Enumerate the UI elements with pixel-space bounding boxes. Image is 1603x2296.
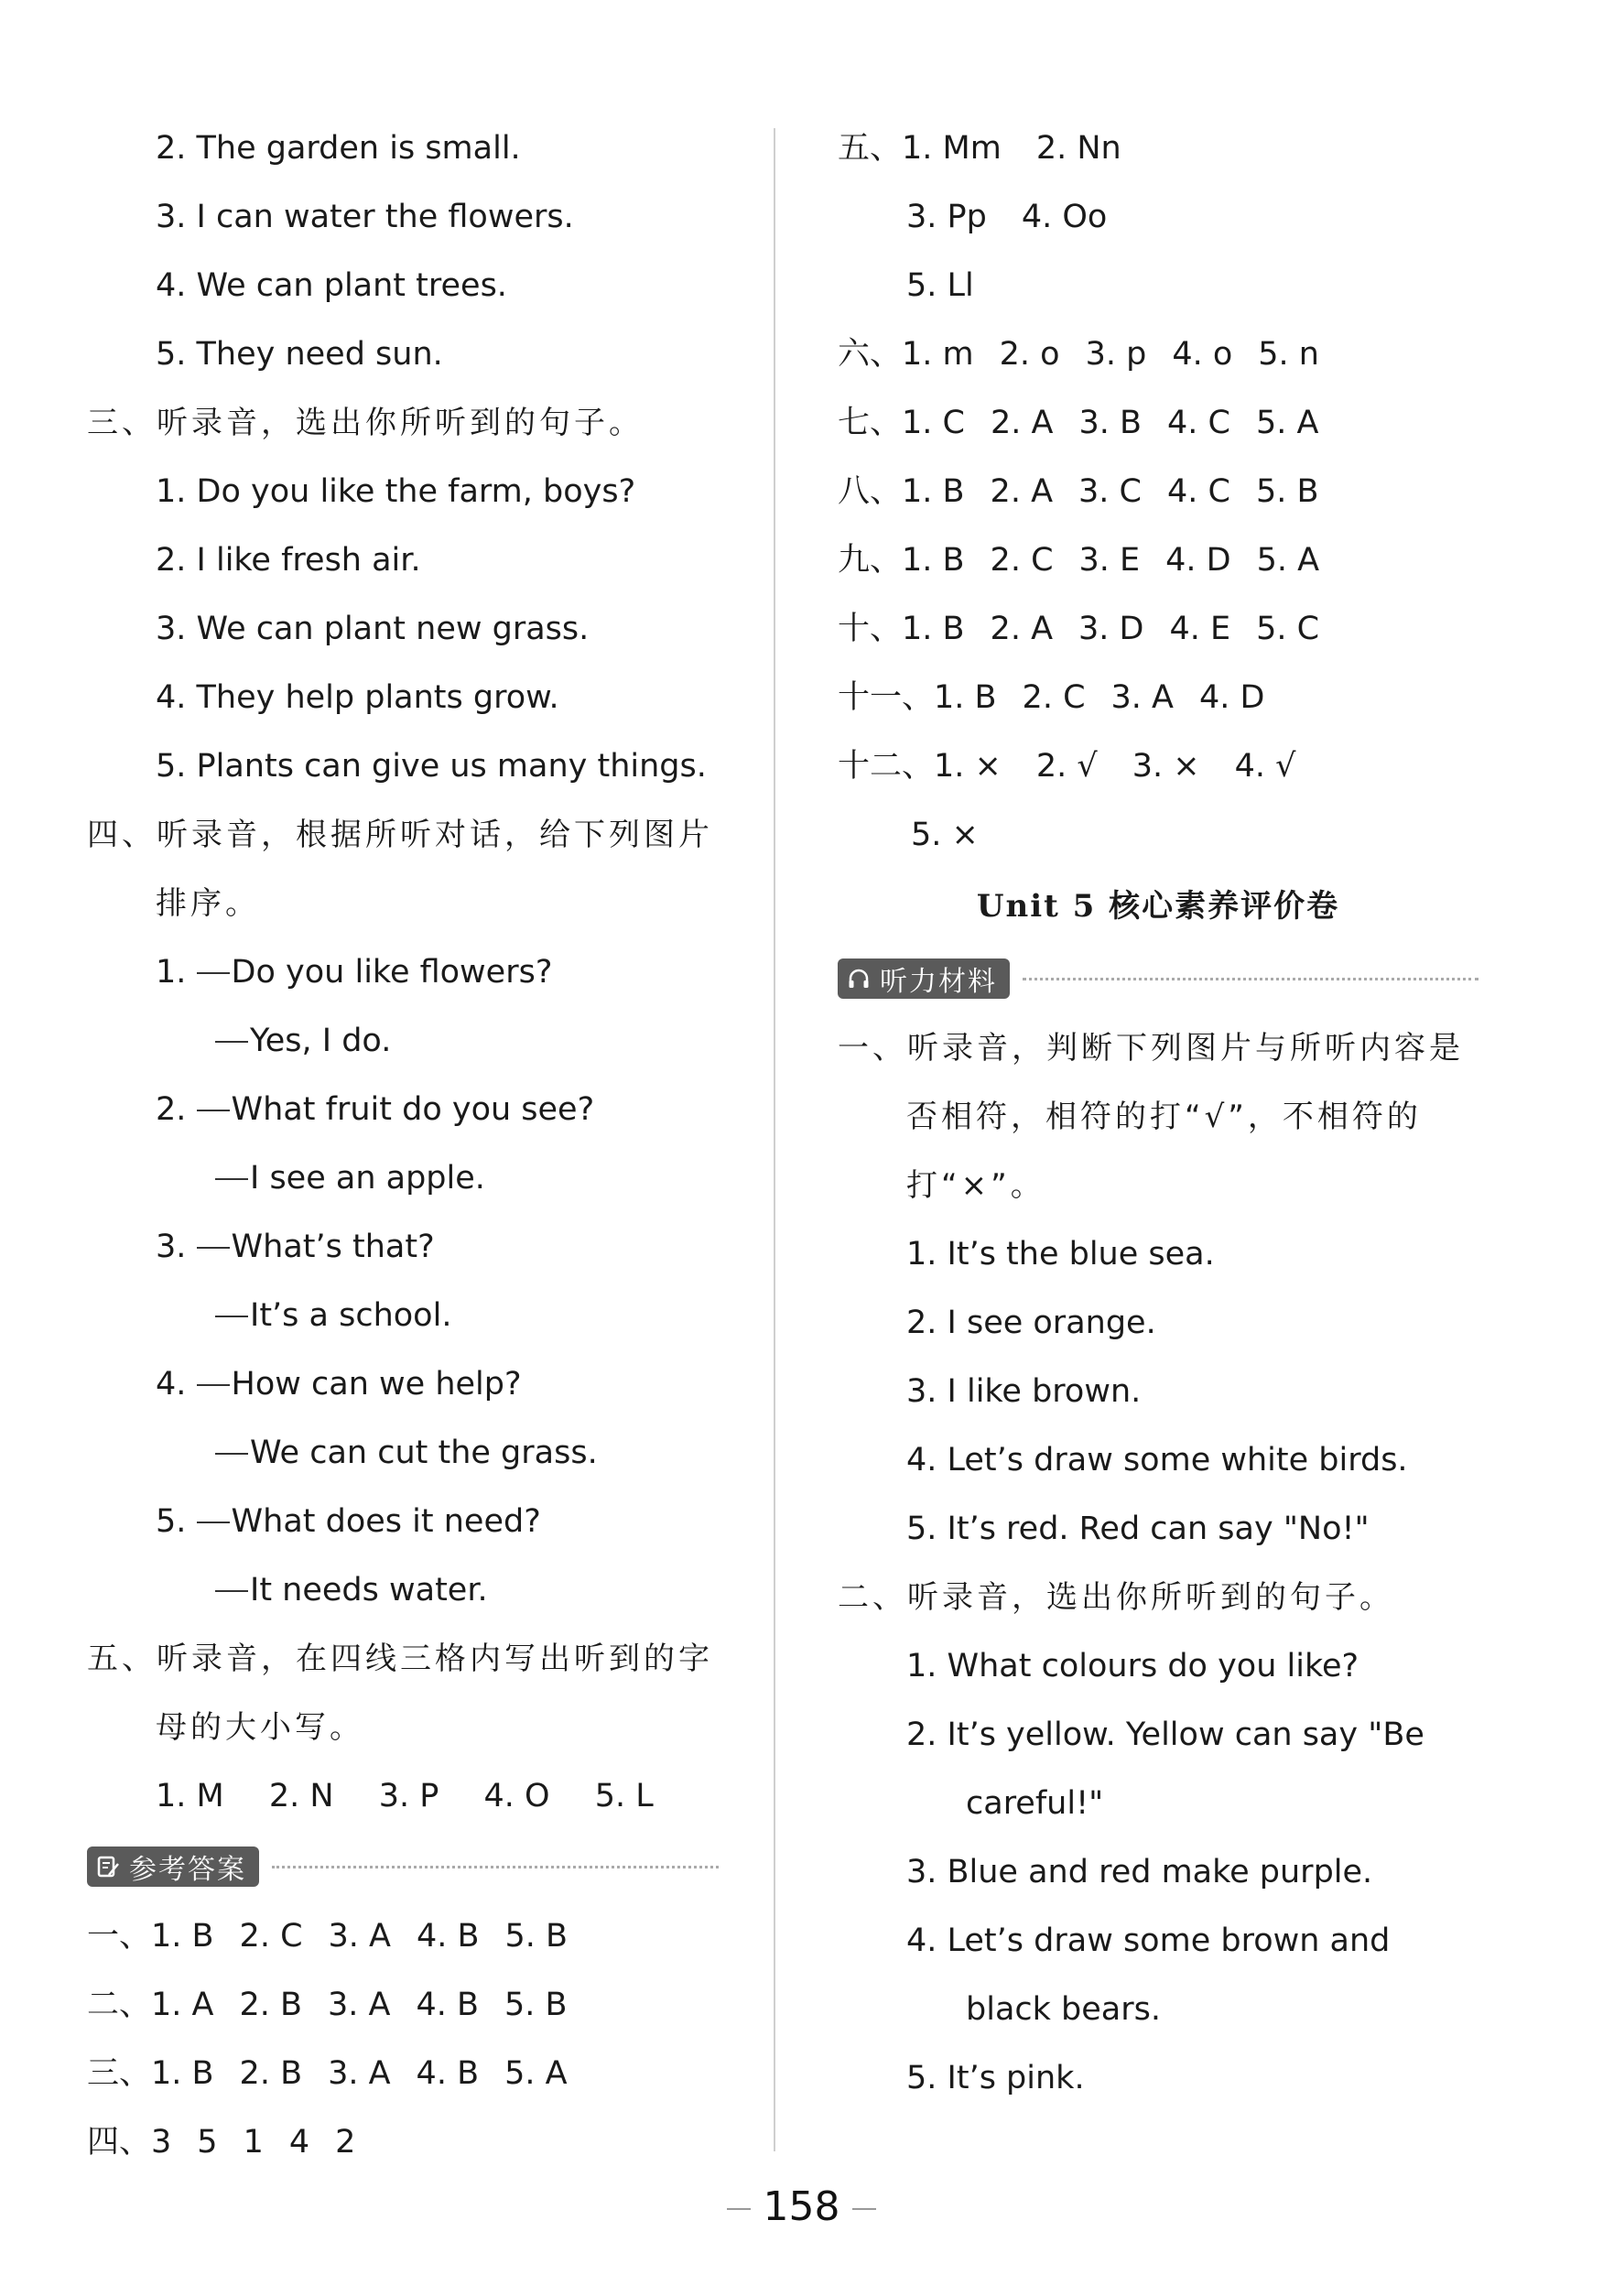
answer-label: 三、 — [87, 2055, 152, 2092]
dialogue-number: 3. — [156, 1229, 187, 1265]
dash-mark — [215, 1453, 248, 1455]
answer-row — [87, 1971, 719, 2040]
answer-item: 4. D — [1165, 542, 1231, 579]
answer-item: 1. C — [902, 405, 965, 441]
answer-row — [838, 526, 1478, 595]
answer-item: 5. n — [1258, 336, 1319, 373]
page-number-text: 158 — [763, 2183, 840, 2230]
answer-item: 2. B — [239, 1987, 303, 2023]
dialogue-answer — [87, 1419, 719, 1488]
dialogue-answer-text: It’s a school. — [250, 1297, 452, 1334]
dialogue-answer — [87, 1282, 719, 1350]
answer-row — [838, 252, 1478, 320]
list-item: 5. Plants can give us many things. — [156, 748, 707, 785]
answer-item: 3. D — [1078, 611, 1144, 647]
list-item: 3. I like brown. — [906, 1373, 1142, 1410]
column-divider — [774, 128, 775, 2151]
answer-item: 2. o — [999, 336, 1060, 373]
dialogue-question — [87, 938, 719, 1007]
section-heading: 五、听录音，在四线三格内写出听到的字 — [87, 1641, 713, 1677]
answer-item: 5. B — [1255, 473, 1319, 510]
answer-row — [838, 183, 1478, 252]
answer-item: 5. Ll — [906, 267, 974, 304]
answer-item: 5. B — [504, 1987, 568, 2023]
dialogue-answer — [87, 1007, 719, 1076]
answer-item: 2. C — [239, 1918, 303, 1955]
answer-label: 七、 — [838, 405, 903, 441]
dialogue-question-text: What fruit do you see? — [231, 1091, 595, 1128]
answer-row — [838, 320, 1478, 389]
answer-item: 3. × — [1132, 748, 1200, 785]
dotted-rule — [272, 1866, 719, 1868]
answer-item: 4. O — [483, 1778, 550, 1814]
section-heading: 二、听录音，选出你所听到的句子。 — [838, 1579, 1394, 1616]
section-heading: 四、听录音，根据所听对话，给下列图片 — [87, 817, 713, 853]
answer-key-label: 参考答案 — [129, 1854, 246, 1886]
answer-item: 3. A — [328, 1987, 391, 2023]
unit-title: Unit 5 核心素养评价卷 — [976, 888, 1340, 925]
answer-label: 六、 — [838, 336, 903, 373]
answer-row — [838, 732, 1478, 801]
answer-item: 2. B — [239, 2055, 303, 2092]
answer-item: 5. A — [1256, 542, 1320, 579]
answer-label: 十一、 — [838, 679, 935, 716]
answer-item: 1. B — [151, 2055, 214, 2092]
list-item: 2. The garden is small. — [156, 130, 521, 167]
listening-tag — [838, 958, 1010, 999]
listening-label: 听力材料 — [880, 966, 997, 998]
listening-header — [838, 943, 1478, 1014]
answer-item: 1. B — [902, 611, 965, 647]
dash-mark — [852, 2208, 876, 2210]
answer-item: 5. L — [594, 1778, 654, 1814]
answer-item: 2. C — [1022, 679, 1086, 716]
answer-item: 3. E — [1078, 542, 1141, 579]
list-item: 2. I see orange. — [906, 1305, 1156, 1341]
answer-item: 3 — [151, 2124, 172, 2161]
answer-item: 2. A — [990, 405, 1054, 441]
list-item: 4. We can plant trees. — [156, 267, 507, 304]
answer-item: 4. C — [1166, 473, 1230, 510]
dialogue-answer-text: I see an apple. — [250, 1160, 485, 1197]
dialogue-number: 5. — [156, 1503, 187, 1540]
list-item: 2. It’s yellow. Yellow can say "Be — [906, 1717, 1424, 1753]
dash-mark — [197, 1384, 230, 1386]
answer-item: 1. B — [934, 679, 997, 716]
answer-key-tag — [87, 1847, 259, 1887]
answer-item: 4. B — [416, 1918, 480, 1955]
answer-item: 4. C — [1166, 405, 1230, 441]
left-column — [87, 114, 719, 2177]
answer-item: 3. Pp — [906, 199, 987, 235]
answer-row — [838, 458, 1478, 526]
page-number — [0, 2183, 1603, 2230]
headphones-icon — [847, 967, 871, 991]
dash-mark — [215, 1178, 248, 1180]
answer-item: 1. A — [151, 1987, 214, 2023]
dash-mark — [197, 1522, 230, 1523]
dialogue-answer-text: Yes, I do. — [250, 1023, 392, 1059]
section-heading-cont: 打“×”。 — [906, 1167, 1045, 1204]
section-heading: 一、听录音，判断下列图片与所听内容是 — [838, 1030, 1464, 1067]
answer-item: 4. o — [1172, 336, 1233, 373]
answer-row — [87, 1762, 719, 1831]
answer-item: 3. A — [328, 1918, 391, 1955]
answer-label: 八、 — [838, 473, 903, 510]
answer-item: 2. N — [268, 1778, 334, 1814]
answer-item: 2. Nn — [1035, 130, 1121, 167]
notebook-icon — [96, 1855, 120, 1879]
answer-item: 1. m — [902, 336, 974, 373]
answer-item: 3. A — [1110, 679, 1174, 716]
answer-item: 4. B — [416, 2055, 480, 2092]
dialogue-question — [87, 1076, 719, 1144]
answer-row — [838, 114, 1478, 183]
answer-item: 3. P — [378, 1778, 439, 1814]
answer-item: 5. B — [504, 1918, 569, 1955]
dash-mark — [197, 972, 230, 974]
list-item: 4. They help plants grow. — [156, 679, 559, 716]
list-item-cont: careful!" — [966, 1785, 1104, 1822]
answer-row — [838, 801, 1478, 870]
answer-item: 3. A — [328, 2055, 391, 2092]
answer-label: 四、 — [87, 2124, 152, 2161]
dotted-rule — [1023, 978, 1478, 980]
answer-row — [87, 2040, 719, 2108]
answer-row — [87, 1902, 719, 1971]
list-item: 4. Let’s draw some white birds. — [906, 1442, 1408, 1478]
answer-item: 1 — [243, 2124, 264, 2161]
answer-item: 5. A — [1255, 405, 1319, 441]
answer-item: 1. × — [934, 748, 1002, 785]
dialogue-question-text: Do you like flowers? — [231, 954, 553, 991]
answer-item: 2 — [335, 2124, 356, 2161]
answer-item: 4. √ — [1234, 748, 1296, 785]
answer-label: 十二、 — [838, 748, 935, 785]
dash-mark — [727, 2208, 751, 2210]
answer-item: 1. M — [156, 1778, 224, 1814]
dialogue-number: 4. — [156, 1366, 187, 1403]
list-item: 5. It’s pink. — [906, 2060, 1085, 2096]
list-item: 1. It’s the blue sea. — [906, 1236, 1215, 1273]
dialogue-question-text: What does it need? — [231, 1503, 541, 1540]
answer-item: 3. C — [1078, 473, 1142, 510]
dialogue-question — [87, 1350, 719, 1419]
section-heading-cont: 母的大小写。 — [156, 1709, 364, 1746]
answer-label: 二、 — [87, 1987, 152, 2023]
dialogue-question-text: What’s that? — [231, 1229, 435, 1265]
section-heading-cont: 否相符，相符的打“√”，不相符的 — [906, 1099, 1422, 1135]
answer-item: 2. A — [990, 611, 1054, 647]
dash-mark — [197, 1110, 230, 1111]
dialogue-answer-text: It needs water. — [250, 1572, 488, 1608]
answer-key-header — [87, 1831, 719, 1902]
answer-item: 1. B — [902, 473, 965, 510]
list-item-cont: black bears. — [966, 1991, 1161, 2028]
list-item: 5. They need sun. — [156, 336, 443, 373]
answer-item: 3. B — [1078, 405, 1142, 441]
dialogue-answer — [87, 1556, 719, 1625]
dialogue-question-text: How can we help? — [231, 1366, 522, 1403]
section-heading-cont: 排序。 — [156, 885, 260, 922]
answer-label: 五、 — [838, 130, 903, 167]
list-item: 1. Do you like the farm, boys? — [156, 473, 636, 510]
list-item: 2. I like fresh air. — [156, 542, 421, 579]
answer-row — [838, 595, 1478, 664]
dialogue-answer — [87, 1144, 719, 1213]
answer-row — [838, 389, 1478, 458]
answer-item: 2. C — [990, 542, 1054, 579]
dialogue-question — [87, 1488, 719, 1556]
answer-item: 5. A — [504, 2055, 568, 2092]
dash-mark — [215, 1590, 248, 1592]
dash-mark — [215, 1316, 248, 1317]
section-heading: 三、听录音，选出你所听到的句子。 — [87, 405, 644, 441]
right-column — [838, 114, 1478, 2113]
answer-row — [838, 664, 1478, 732]
dialogue-number: 1. — [156, 954, 187, 991]
dash-mark — [197, 1247, 230, 1249]
answer-item: 2. A — [990, 473, 1054, 510]
answer-item: 5 — [197, 2124, 218, 2161]
answer-item: 3. p — [1085, 336, 1147, 373]
answer-label: 十、 — [838, 611, 903, 647]
answer-item: 5. × — [911, 817, 979, 853]
answer-item: 4. E — [1169, 611, 1231, 647]
answer-row — [87, 2108, 719, 2177]
answer-item: 4. D — [1198, 679, 1265, 716]
list-item: 3. I can water the flowers. — [156, 199, 574, 235]
answer-label: 一、 — [87, 1918, 152, 1955]
list-item: 5. It’s red. Red can say "No!" — [906, 1511, 1370, 1547]
answer-item: 2. √ — [1035, 748, 1098, 785]
dash-mark — [215, 1041, 248, 1043]
list-item: 3. Blue and red make purple. — [906, 1854, 1373, 1890]
list-item: 4. Let’s draw some brown and — [906, 1922, 1391, 1959]
answer-item: 1. B — [151, 1918, 214, 1955]
answer-label: 九、 — [838, 542, 903, 579]
answer-item: 1. Mm — [902, 130, 1002, 167]
dialogue-answer-text: We can cut the grass. — [250, 1435, 598, 1471]
dialogue-number: 2. — [156, 1091, 187, 1128]
list-item: 1. What colours do you like? — [906, 1648, 1359, 1684]
answer-item: 4. Oo — [1021, 199, 1108, 235]
answer-item: 5. C — [1256, 611, 1320, 647]
answer-item: 1. B — [902, 542, 965, 579]
dialogue-question — [87, 1213, 719, 1282]
answer-item: 4. B — [416, 1987, 480, 2023]
list-item: 3. We can plant new grass. — [156, 611, 590, 647]
answer-item: 4 — [288, 2124, 310, 2161]
